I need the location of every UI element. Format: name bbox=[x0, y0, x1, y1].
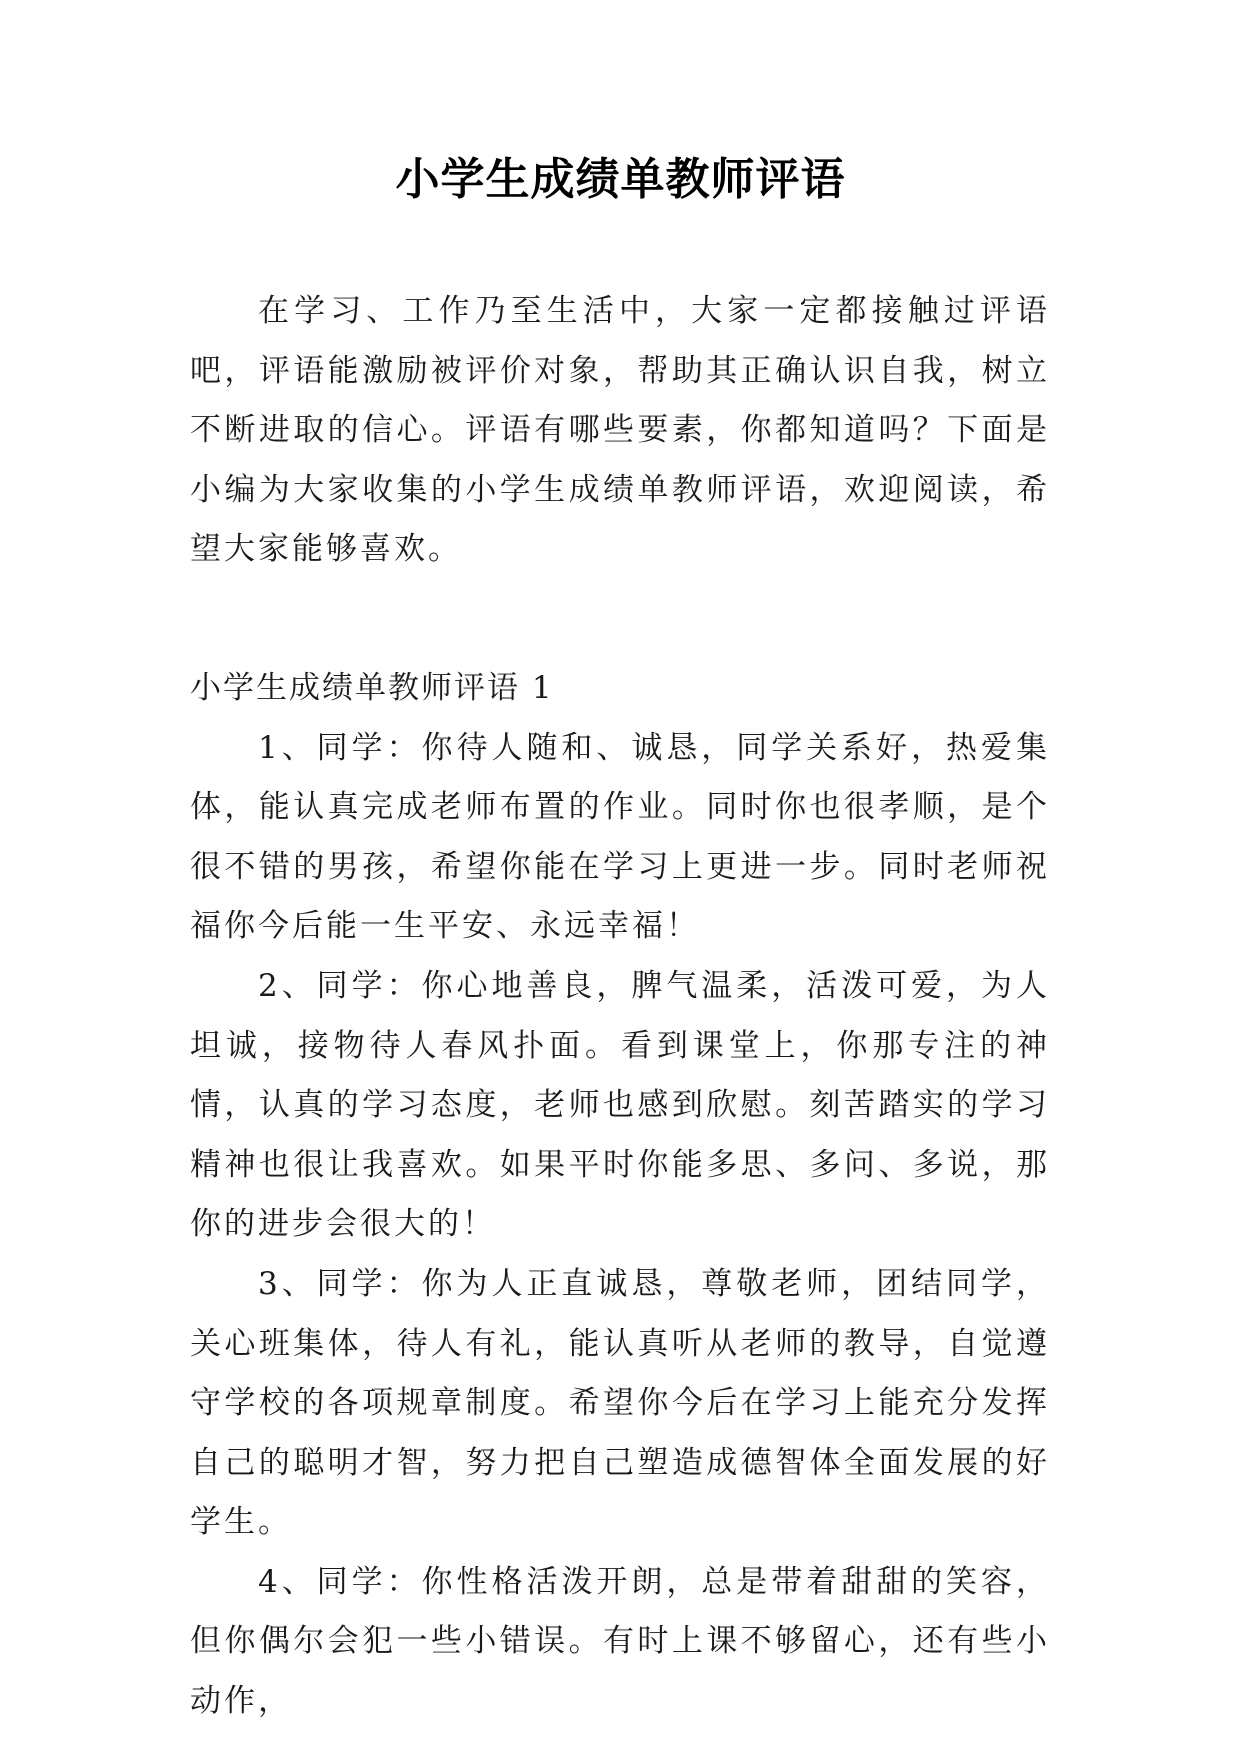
document-title: 小学生成绩单教师评语 bbox=[395, 154, 846, 205]
section-heading: 小学生成绩单教师评语 1 bbox=[190, 669, 554, 706]
comment-item-4: 4、同学：你性格活泼开朗，总是带着甜甜的笑容，但你偶尔会犯一些小错误。有时上课不够留心，还有些小动作， bbox=[190, 1563, 1050, 1720]
comment-item-2: 2、同学：你心地善良，脾气温柔，活泼可爱，为人坦诚，接物待人春风扑面。看到课堂上，你那专注的神情，认真的学习态度，老师也感到欣慰。刻苦踏实的学习精神也很让我喜欢。如果平时你能多思、多问、多说，那你的进步会很大的！ bbox=[190, 967, 1050, 1243]
comment-item-3: 3、同学：你为人正直诚恳，尊敬老师，团结同学，关心班集体，待人有礼，能认真听从老师的教导，自觉遵守学校的各项规章制度。希望你今后在学习上能充分发挥自己的聪明才智，努力把自己塑造成德智体全面发展的好学生。 bbox=[190, 1265, 1050, 1541]
comment-item-1: 1、同学：你待人随和、诚恳，同学关系好，热爱集体，能认真完成老师布置的作业。同时你也很孝顺，是个很不错的男孩，希望你能在学习上更进一步。同时老师祝福你今后能一生平安、永远幸福！ bbox=[190, 729, 1050, 945]
document-body bbox=[190, 282, 1050, 1732]
intro-paragraph: 在学习、工作乃至生活中，大家一定都接触过评语吧，评语能激励被评价对象，帮助其正确认识自我，树立不断进取的信心。评语有哪些要素，你都知道吗？下面是小编为大家收集的小学生成绩单教师评语，欢迎阅读，希望大家能够喜欢。 bbox=[190, 293, 1050, 568]
